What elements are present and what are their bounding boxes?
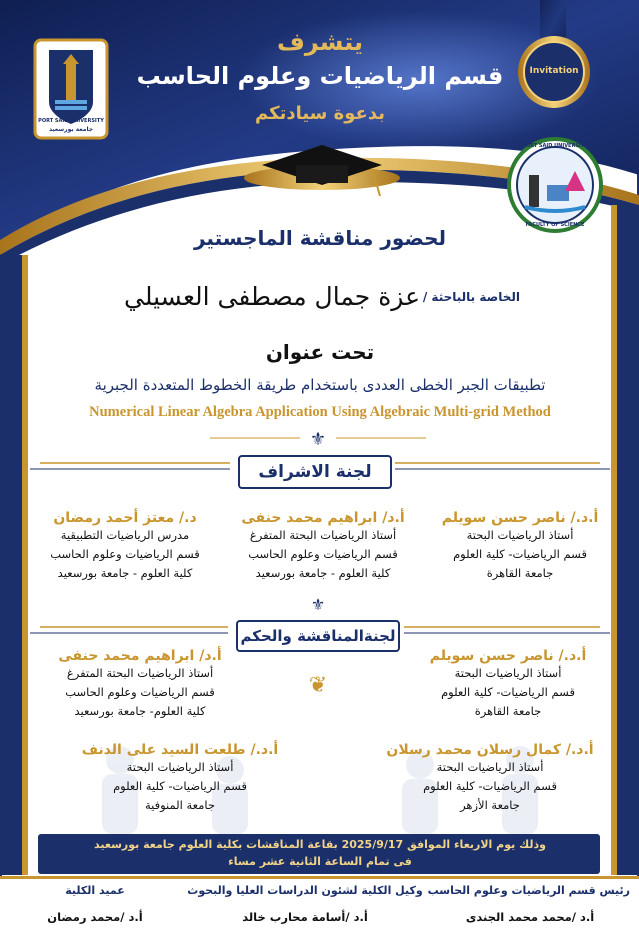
signature-title: عميد الكلية [65, 884, 125, 897]
svg-text:⚜: ⚜ [309, 429, 327, 450]
right-logo-caption-top: PORT SAID UNIVERSITY [522, 143, 588, 149]
examiner-line: كلية العلوم- جامعة بورسعيد [74, 704, 206, 718]
researcher-name: عزة جمال مصطفى العسيلي [124, 282, 420, 311]
examiner-name: أ.د./ كمال رسلان محمد رسلان [386, 742, 594, 758]
signature-block [215, 910, 395, 924]
examiner-card [380, 742, 600, 815]
examiner-line: جامعة المنوفية [144, 798, 216, 812]
supervision-heading: لجنة الاشراف [238, 455, 392, 489]
department-title: قسم الرياضيات وعلوم الحاسب [136, 62, 504, 90]
attend-heading: لحضور مناقشة الماجستير [193, 226, 447, 250]
left-logo-caption-ar: جامعة بورسعيد [48, 126, 94, 133]
examiner-card [408, 648, 608, 721]
signature-block [427, 884, 630, 897]
signature-block [430, 910, 630, 924]
signature-block [20, 884, 170, 897]
examiner-line: أستاذ الرياضيات البحتة [126, 760, 234, 774]
under-title: تحت عنوان [265, 340, 375, 364]
time-line: فى تمام الساعة الثانية عشر مساء [228, 855, 412, 868]
examiner-card [40, 648, 240, 721]
examiner-name: أ.د./ طلعت السيد على الدنف [81, 742, 279, 758]
faculty-logo [509, 139, 601, 231]
supervisor-line: مدرس الرياضيات التطبيقية [60, 528, 190, 542]
thesis-title-en: Numerical Linear Algebra Application Using Algebraic Multi-grid Method [89, 404, 551, 420]
supervisor-card [430, 510, 610, 583]
supervisor-line: قسم الرياضيات وعلوم الحاسب [50, 547, 200, 561]
invitation-badge: Invitation [529, 66, 579, 76]
examiner-line: أستاذ الرياضيات البحتة [454, 666, 562, 680]
examiner-name: أ.د/ ابراهيم محمد حنفى [58, 648, 222, 664]
supervisor-card [228, 510, 418, 583]
signature-title: رئيس قسم الرياضيات وعلوم الحاسب [427, 884, 630, 897]
discussion-heading: لجنةالمناقشة والحكم [236, 620, 400, 652]
examiner-line: قسم الرياضيات- كلية العلوم [113, 779, 247, 793]
svg-text:⚜: ⚜ [310, 595, 326, 614]
signature-block [20, 910, 170, 924]
supervisor-line: كلية العلوم - جامعة بورسعيد [57, 566, 193, 580]
supervisor-line: كلية العلوم - جامعة بورسعيد [255, 566, 391, 580]
examiner-line: قسم الرياضيات وعلوم الحاسب [65, 685, 215, 699]
supervisor-card [30, 510, 220, 583]
examiner-line: جامعة القاهرة [474, 704, 542, 718]
supervisor-line: قسم الرياضيات- كلية العلوم [453, 547, 587, 561]
honor-title: يتشرف [276, 28, 364, 56]
researcher-label: الخاصة بالباحثة / [422, 290, 520, 304]
supervisor-name: أ.د/ ابراهيم محمد حنفى [241, 510, 405, 526]
supervisor-line: جامعة القاهرة [486, 566, 554, 580]
examiner-name: أ.د./ ناصر حسن سويلم [429, 648, 587, 664]
supervisor-name: أ.د./ ناصر حسن سويلم [441, 510, 599, 526]
supervisor-line: أستاذ الرياضيات البحتة [466, 528, 574, 542]
left-logo-caption-en: PORT SAID UNIVERSITY [38, 118, 104, 124]
examiner-line: قسم الرياضيات- كلية العلوم [423, 779, 557, 793]
examiner-card [70, 742, 290, 815]
examiner-line: قسم الرياضيات- كلية العلوم [441, 685, 575, 699]
svg-text:❦: ❦ [308, 673, 328, 698]
signature-title: وكيل الكلية لشئون الدراسات العليا والبحوث [187, 884, 423, 897]
signature-name: أ.د /محمد محمد الجندى [465, 910, 595, 924]
supervisor-line: أستاذ الرياضيات البحتة المتفرغ [249, 528, 397, 542]
examiner-line: أستاذ الرياضيات البحتة المتفرغ [66, 666, 214, 680]
thesis-title-ar: تطبيقات الجبر الخطى العددى باستخدام طريقة الخطوط المتعددة الجبرية [94, 376, 546, 394]
examiner-line: أستاذ الرياضيات البحتة [436, 760, 544, 774]
signature-block [175, 884, 435, 897]
supervisor-line: قسم الرياضيات وعلوم الحاسب [248, 547, 398, 561]
invite-title: بدعوة سيادتكم [254, 103, 386, 124]
signature-name: أ.د /محمد رمضان [47, 910, 143, 924]
signature-name: أ.د /أسامة محارب خالد [242, 910, 368, 924]
right-logo-caption-bottom: FACULTY OF SCIENCE [525, 222, 585, 228]
supervisor-name: د./ معتز أحمد رمضان [53, 510, 197, 526]
date-line: وذلك يوم الاربعاء الموافق 2025/9/17 بقاعة المناقشات بكلية العلوم جامعة بورسعيد [94, 838, 546, 851]
examiner-line: جامعة الأزهر [460, 798, 520, 812]
